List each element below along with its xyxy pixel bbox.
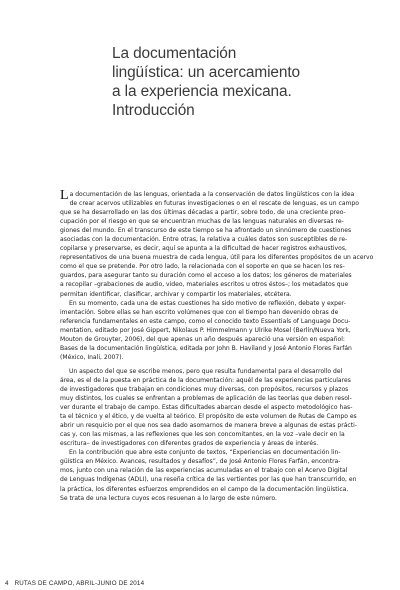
text-line: Se trata de una lectura cuyos ecos resuenan a lo largo de este número. [60, 494, 277, 502]
title-line: La documentación [112, 45, 237, 62]
text-line: ver durante el trabajo de campo. Estas dificultades abarcan desde el aspecto metodológico has- [60, 404, 353, 412]
text-line: mos, junto con una relación de las experiencias acumuladas en el trabajo con el Acervo Digital [60, 467, 348, 475]
text-line: ta el técnico y el ético, y de vuelta al teórico. El propósito de este volumen de Rutas de Campo es [60, 413, 357, 421]
paragraph-3 [60, 367, 372, 448]
page-number: 4 [5, 580, 9, 587]
text-line: muy distintos, los cuales se enfrentan a problemas de aplicación de las teorías que deben resol- [60, 395, 352, 403]
text-line: mentation, editado por José Gippert, Nikolaus P. Himmelmann y Ulrike Mosel (Berlín/Nueva York, [60, 326, 351, 334]
text-line: En la contribución que abre este conjunto de textos, “Experiencias en documentación lin- [69, 449, 341, 457]
text-line: giones del mundo. En el transcurso de este tiempo se ha afrontado un sinnúmero de cuestiones [60, 227, 352, 235]
text-line: asociadas con la documentación. Entre otras, la relativa a cuáles datos son susceptibles de re- [60, 236, 348, 244]
text-line: Mouton de Grouyter, 2006), del que apenas un año después apareció una versión en español: [60, 335, 345, 343]
title-line: a la experiencia mexicana. [112, 83, 292, 100]
text-line: a documentación de las lenguas, orientada a la conservación de datos lingüísticos con la idea [69, 191, 355, 198]
drop-cap: L [60, 188, 69, 203]
text-line: que se ha desarrollado en las dos últimas décadas a partir, sobre todo, de una creciente preo- [60, 209, 346, 217]
title-line: Introducción [112, 102, 195, 119]
text-line: de investigadores que trabajan en condiciones muy diversas, con propósitos, recursos y plazos [60, 385, 349, 393]
page-footer [5, 580, 144, 587]
text-line: la práctica, los diferentes esfuerzos emprendidos en el campo de la documentación lingüística. [60, 485, 349, 493]
text-line: representativos de una buena muestra de cada lengua, útil para los diferentes propósitos de un acervo [60, 254, 374, 262]
article-body [60, 190, 372, 503]
text-line: como el que se pretende. Por otro lado, la relacionada con el soporte en que se hacen los res- [60, 263, 345, 271]
text-line: referencia fundamentales en este campo, como el conocido texto Essentials of Language Docu- [60, 317, 351, 325]
paragraph-4 [60, 448, 372, 502]
paragraph-2 [60, 299, 372, 362]
text-line: abrir un resquicio por el que nos sea dado asomarnos de manera breve a algunas de estas prácti- [60, 422, 357, 430]
text-line: cupación por el riesgo en que se encuentran muchas de las lenguas naturales en diversas re- [60, 218, 344, 226]
text-line: guardos, para asegurar tanto su duración como el acceso a los datos; los géneros de materiales [60, 272, 352, 280]
text-line: permitan identificar, clasificar, archivar y compartir los materiales, etcétera. [60, 290, 292, 298]
text-line: a recopilar –grabaciones de audio, video, materiales escritos u otros éstos–; los metadatos que [60, 281, 349, 289]
text-line: área, es el de la puesta en práctica de la documentación: aquél de las experiencias particulares [60, 376, 351, 384]
text-line: güística en México. Avances, resultados y desafíos”, de José Antonio Flores Farfán, encontra- [60, 458, 341, 466]
text-line: de Lenguas Indígenas (ADLI), una reseña crítica de las vertientes por las que han transcurrido, en [60, 476, 357, 484]
text-line: Un aspecto del que se escribe menos, pero que resulta fundamental para el desarrollo del [69, 367, 343, 375]
text-line: En su momento, cada una de estas cuestiones ha sido motivo de reflexión, debate y exper- [69, 299, 346, 307]
article-title [112, 44, 382, 120]
title-line: lingüística: un acercamiento [112, 64, 300, 81]
text-line: de crear acervos utilizables en futuras investigaciones o en el rescate de lenguas, es un campo [69, 200, 359, 208]
text-line: cas y, con las mismas, a las reflexiones que les son concomitantes, en la voz –vale decir en la [60, 431, 345, 439]
text-line: imentación. Sobre ellas se han escrito volúmenes que con el tiempo han devenido obras de [60, 308, 339, 316]
publication-info: RUTAS DE CAMPO, ABRIL-JUNIO DE 2014 [14, 580, 145, 587]
paragraph-1 [60, 190, 372, 299]
text-line: Bases de la documentación lingüística, editada por John B. Haviland y José Antonio Flores Farfán [60, 344, 352, 352]
text-line: (México, Inali, 2007). [60, 353, 124, 361]
text-line: escritura– de investigadores con diferentes grados de experiencia y áreas de interés. [60, 440, 319, 448]
text-line: copilarse y preservarse, es decir, aquí se apunta a la dificultad de hacer registros exhaustivos, [60, 245, 347, 253]
